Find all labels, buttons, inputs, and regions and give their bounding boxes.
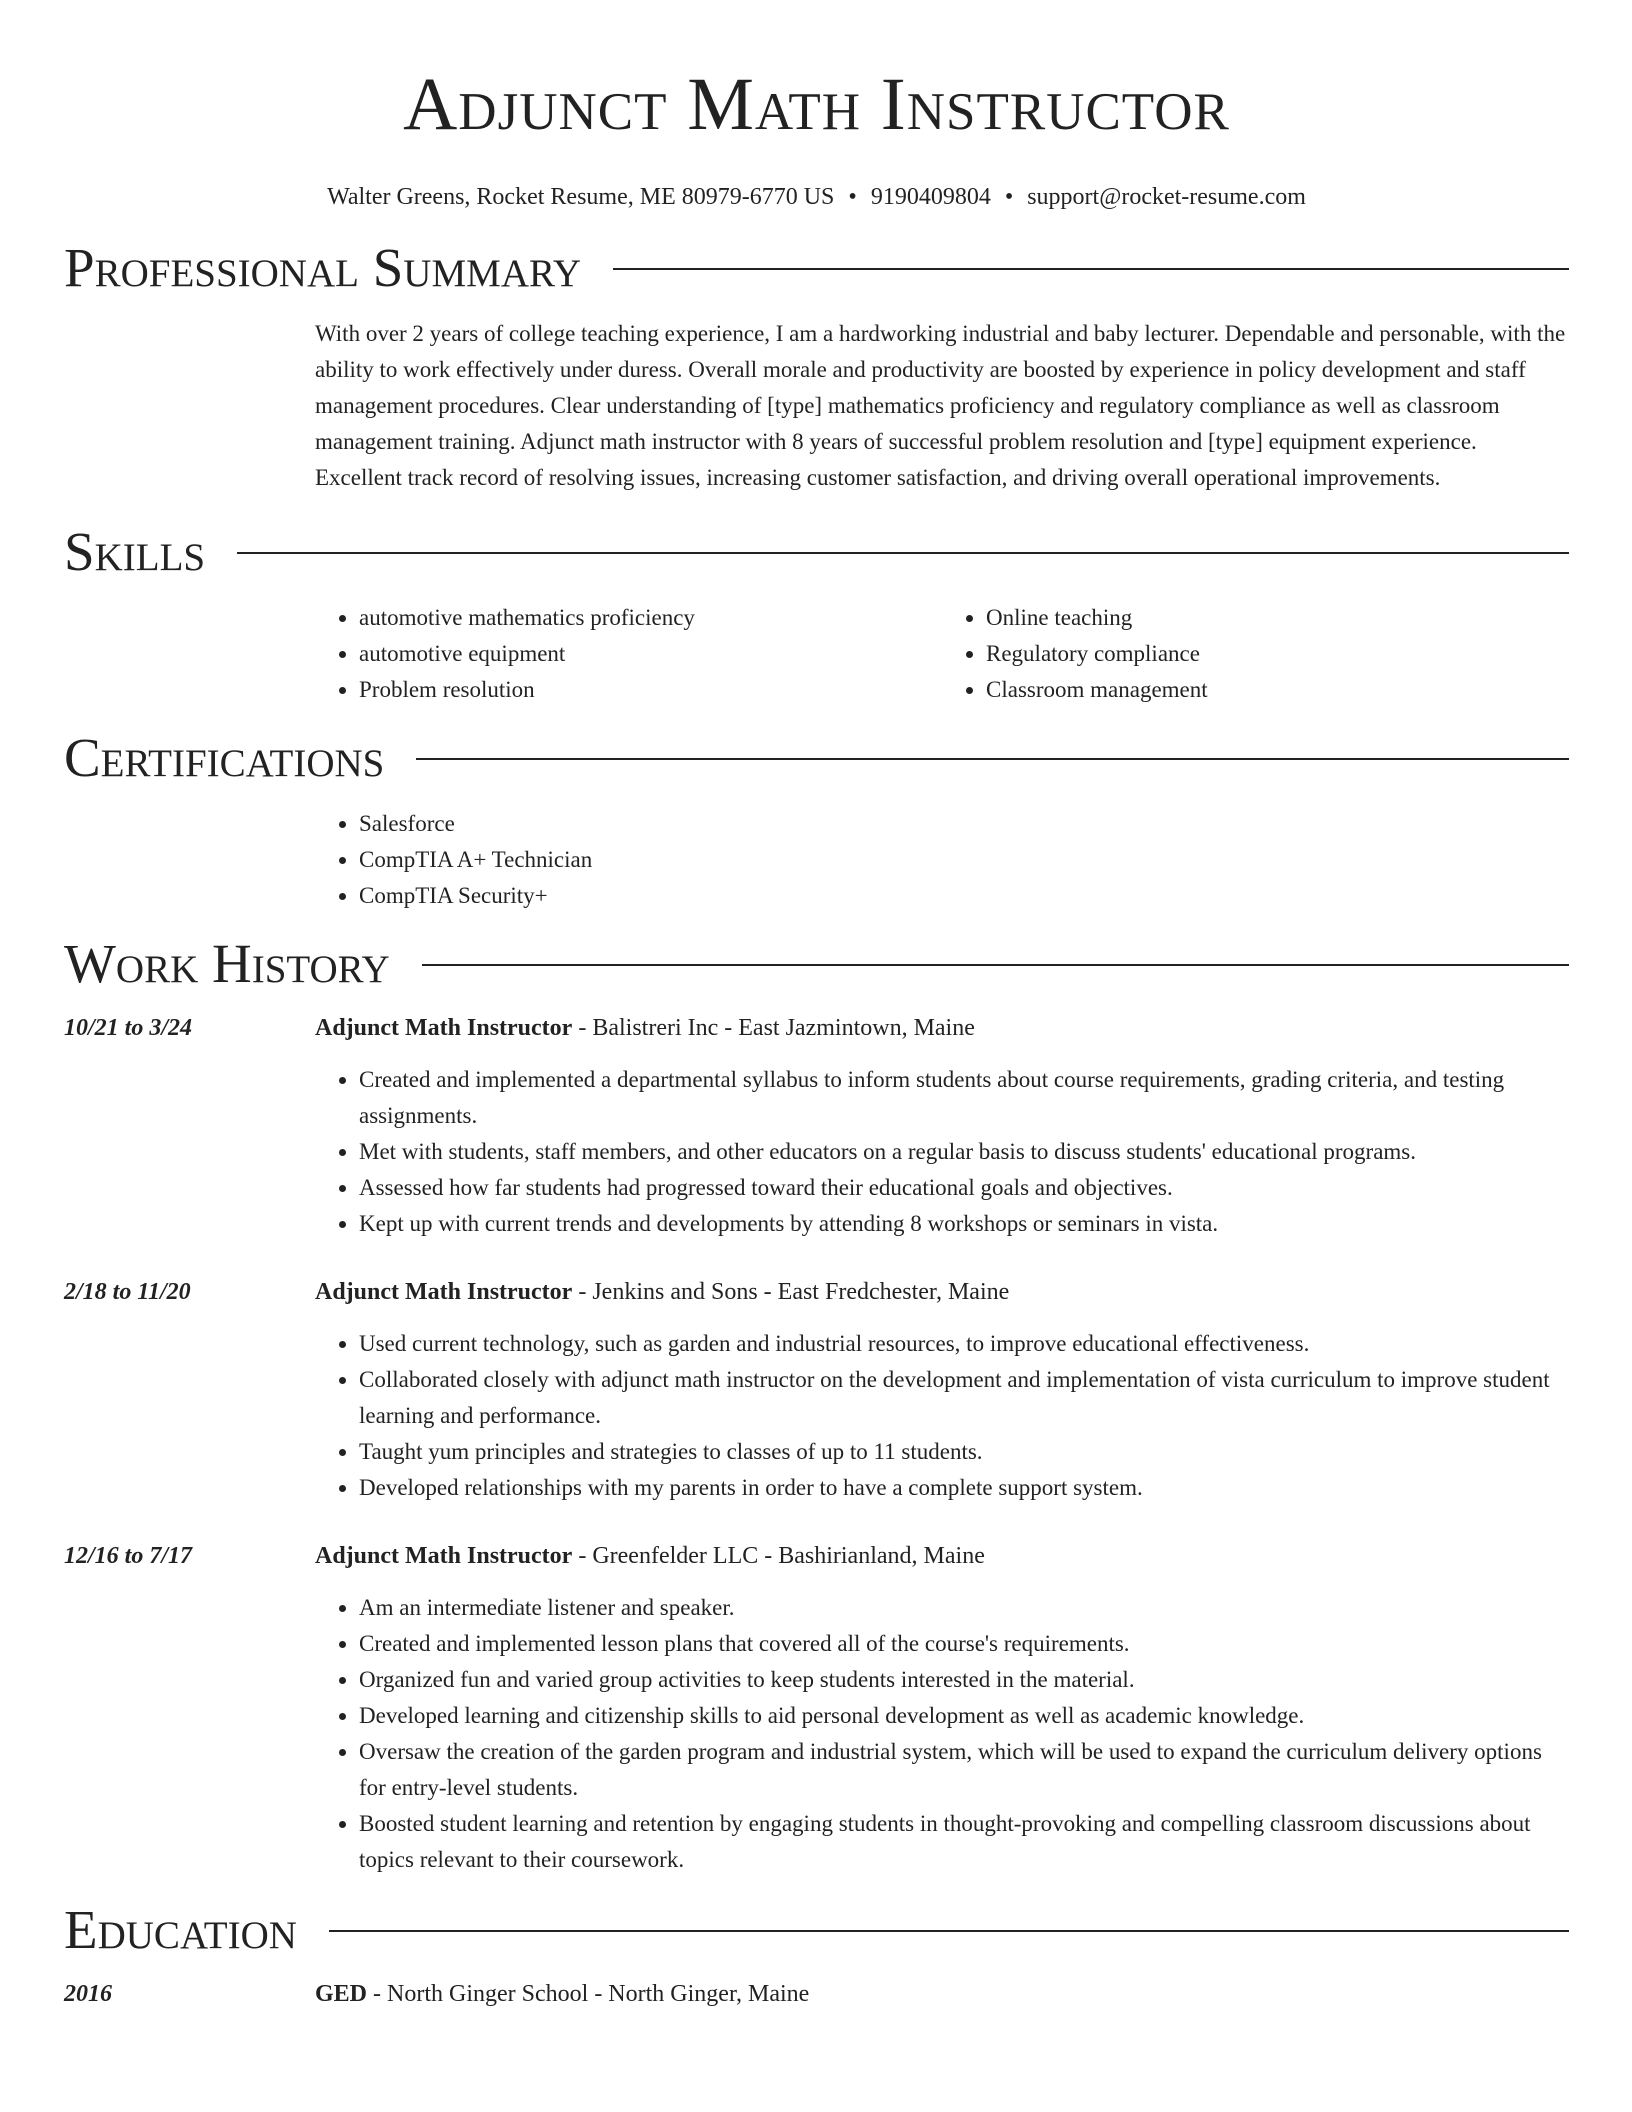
job-title-line	[315, 1274, 1569, 1310]
section-title-certifications: Certifications	[64, 727, 385, 788]
job-company: - Jenkins and Sons - East Fredchester, Maine	[572, 1279, 1010, 1305]
job-bullet: • Oversaw the creation of the garden program and industrial system, which will be used to expand the curriculum delivery options for entry-level students.	[359, 1734, 1569, 1806]
section-header-skills	[64, 522, 1569, 582]
job-bullet: • Assessed how far students had progressed toward their educational goals and objectives.	[359, 1170, 1569, 1206]
certification-item: • CompTIA Security+	[359, 878, 1569, 914]
job-bullet: • Created and implemented a departmental syllabus to inform students about course requirements, grading criteria, and testing assignments.	[359, 1062, 1569, 1134]
section-header-work	[64, 934, 1569, 994]
job-detail	[315, 1538, 1569, 1878]
section-title-summary: Professional Summary	[64, 237, 582, 298]
job-bullet: • Collaborated closely with adjunct math instructor on the development and implementation of vista curriculum to improve student learning and performance.	[359, 1362, 1569, 1434]
resume-page	[64, 0, 1569, 2028]
job-bullet: • Met with students, staff members, and other educators on a regular basis to discuss students' educational programs.	[359, 1134, 1569, 1170]
section-title-education: Education	[64, 1899, 297, 1960]
contact-address: Walter Greens, Rocket Resume, ME 80979-6770 US	[327, 184, 835, 210]
education-year: 2016	[64, 1981, 112, 2007]
job-bullet: • Kept up with current trends and developments by attending 8 workshops or seminars in vista.	[359, 1206, 1569, 1242]
section-header-summary	[64, 238, 1569, 298]
section-header-education	[64, 1900, 1569, 1960]
section-divider	[422, 964, 1569, 966]
skills-column-right	[942, 600, 1569, 708]
job-bullet: • Used current technology, such as garden and industrial resources, to improve educational effectiveness.	[359, 1326, 1569, 1362]
certifications-list	[315, 806, 1569, 914]
skill-item: • Regulatory compliance	[986, 636, 1569, 672]
education-line	[315, 1976, 1569, 2012]
job-title: Adjunct Math Instructor	[315, 1015, 573, 1041]
job-entry	[64, 1538, 1569, 1878]
section-divider	[613, 268, 1569, 270]
certification-item: • CompTIA A+ Technician	[359, 842, 1569, 878]
job-bullet: • Developed learning and citizenship skills to aid personal development as well as academic knowledge.	[359, 1698, 1569, 1734]
contact-line	[64, 182, 1569, 212]
summary-text: With over 2 years of college teaching experience, I am a hardworking industrial and baby lecturer. Dependable and personable, with the ability to work effectively under duress. Overall morale and productivity are boosted by experience in policy development and staff management procedures. Clear understanding of [type] mathematics proficiency and regulatory compliance as well as classroom management training. Adjunct math instructor with 8 years of successful problem resolution and [type] equipment experience. Excellent track record of resolving issues, increasing customer satisfaction, and driving overall operational improvements.	[315, 321, 1566, 490]
job-dates: 10/21 to 3/24	[64, 1015, 193, 1041]
job-bullets	[315, 1062, 1569, 1242]
job-dates: 2/18 to 11/20	[64, 1279, 191, 1305]
job-bullet: • Taught yum principles and strategies to classes of up to 11 students.	[359, 1434, 1569, 1470]
certification-item: • Salesforce	[359, 806, 1569, 842]
skill-item: • automotive equipment	[359, 636, 942, 672]
section-divider	[237, 552, 1569, 554]
skills-list	[315, 600, 1569, 708]
contact-separator: •	[848, 184, 857, 210]
job-bullet: • Organized fun and varied group activities to keep students interested in the material.	[359, 1662, 1569, 1698]
contact-separator: •	[1004, 184, 1014, 210]
contact-email: support@rocket-resume.com	[1027, 184, 1306, 210]
job-company: - Greenfelder LLC - Bashirianland, Maine	[572, 1543, 985, 1569]
skill-item: • Classroom management	[986, 672, 1569, 708]
skill-item: • Online teaching	[986, 600, 1569, 636]
job-detail	[315, 1274, 1569, 1506]
skills-column-left	[315, 600, 942, 708]
job-title-line	[315, 1010, 1569, 1046]
job-title-line	[315, 1538, 1569, 1574]
section-title-skills: Skills	[64, 521, 206, 582]
job-bullets	[315, 1326, 1569, 1506]
job-dates: 12/16 to 7/17	[64, 1543, 193, 1569]
education-detail	[315, 1976, 1569, 2028]
contact-phone: 9190409804	[870, 184, 991, 210]
section-divider	[416, 758, 1569, 760]
job-bullet: • Created and implemented lesson plans that covered all of the course's requirements.	[359, 1626, 1569, 1662]
education-school: - North Ginger School - North Ginger, Maine	[367, 1981, 810, 2007]
job-bullet: • Am an intermediate listener and speaker.	[359, 1590, 1569, 1626]
skill-item: • automotive mathematics proficiency	[359, 600, 942, 636]
job-bullet: • Boosted student learning and retention by engaging students in thought-provoking and compelling classroom discussions about topics relevant to their coursework.	[359, 1806, 1569, 1878]
job-title: Adjunct Math Instructor	[315, 1543, 573, 1569]
job-entry	[64, 1010, 1569, 1242]
job-company: - Balistreri Inc - East Jazmintown, Maine	[572, 1015, 975, 1041]
education-degree: GED	[315, 1981, 368, 2007]
section-divider	[329, 1930, 1569, 1932]
job-bullets	[315, 1590, 1569, 1878]
skill-item: • Problem resolution	[359, 672, 942, 708]
resume-title: Adjunct Math Instructor	[403, 63, 1230, 146]
job-entry	[64, 1274, 1569, 1506]
job-detail	[315, 1010, 1569, 1242]
job-bullet: • Developed relationships with my parents in order to have a complete support system.	[359, 1470, 1569, 1506]
section-title-work: Work History	[64, 933, 390, 994]
section-header-certifications	[64, 728, 1569, 788]
job-title: Adjunct Math Instructor	[315, 1279, 573, 1305]
education-entry	[64, 1976, 1569, 2028]
